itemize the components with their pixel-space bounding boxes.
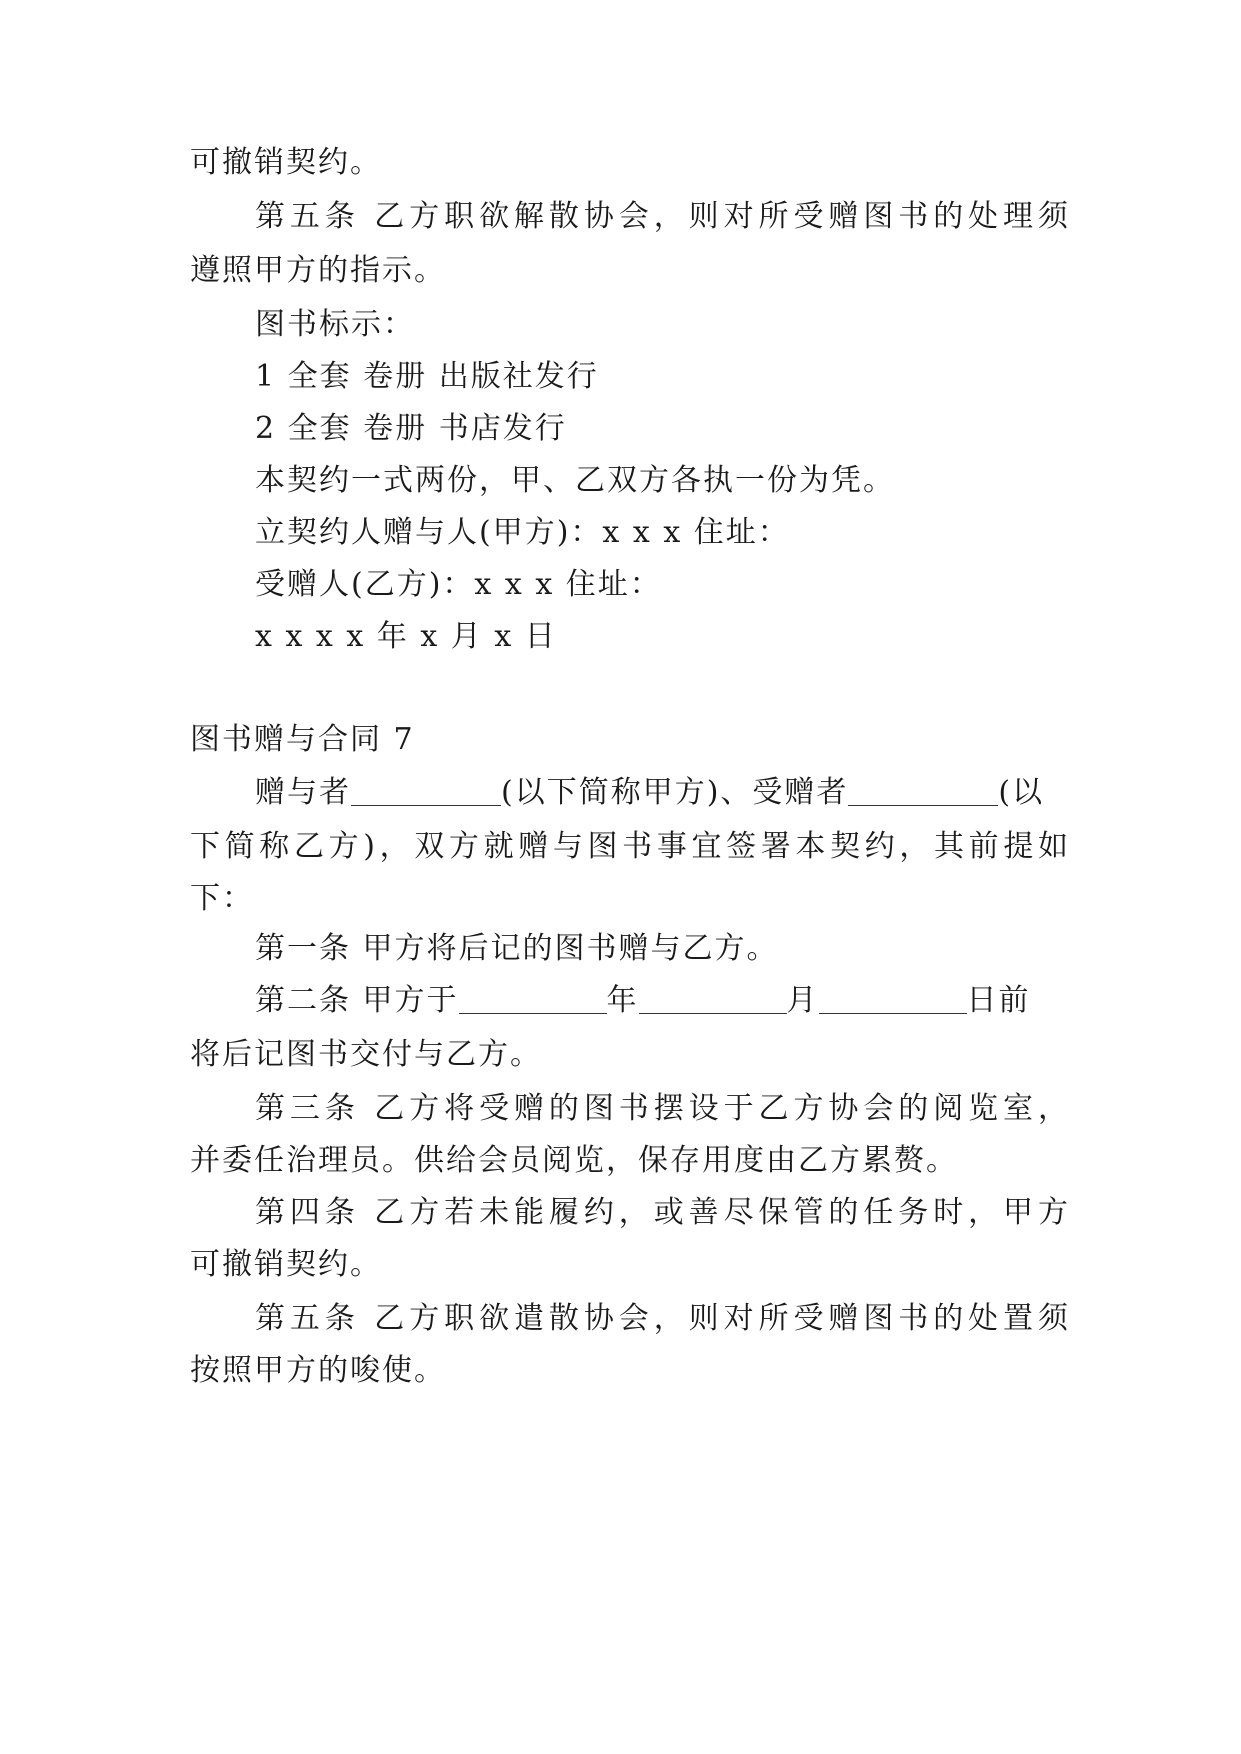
text-line: 下简称乙方)，双方就赠与图书事宜签署本契约，其前提如: [190, 829, 1070, 864]
text-span: (以下简称甲方)、受赠者: [501, 775, 849, 810]
date-line: x x x x 年 x 月 x 日: [255, 619, 557, 654]
text-span: (以: [998, 775, 1045, 810]
text-line: [255, 773, 1070, 813]
text-line: 将后记图书交付与乙方。: [190, 1037, 542, 1072]
fill-in-blank: [848, 777, 998, 806]
text-line: 第一条 甲方将后记的图书赠与乙方。: [255, 931, 779, 966]
text-line: 图书标示：: [255, 307, 415, 342]
text-line: 遵照甲方的指示。: [190, 253, 446, 288]
text-line: 立契约人赠与人(甲方)：x x x 住址：: [255, 515, 790, 550]
text-line: 可撤销契约。: [190, 1247, 382, 1282]
text-line: 受赠人(乙方)：x x x 住址：: [255, 567, 662, 602]
text-line: 下：: [190, 881, 254, 916]
fill-in-blank: [351, 777, 501, 806]
text-line: 第五条 乙方职欲解散协会，则对所受赠图书的处理须: [255, 199, 1070, 234]
text-span: 年: [606, 983, 639, 1018]
text-span: 赠与者: [255, 775, 351, 810]
fill-in-blank: [639, 985, 787, 1014]
text-line: [255, 981, 1070, 1021]
text-line: 第三条 乙方将受赠的图书摆设于乙方协会的阅览室，: [255, 1091, 1070, 1126]
text-line: 第五条 乙方职欲遣散协会，则对所受赠图书的处置须: [255, 1301, 1070, 1336]
text-line: 第四条 乙方若未能履约，或善尽保管的任务时，甲方: [255, 1195, 1070, 1230]
text-line: 按照甲方的唆使。: [190, 1353, 446, 1388]
text-line: 可撤销契约。: [190, 145, 382, 180]
text-line: 本契约一式两份，甲、乙双方各执一份为凭。: [255, 463, 895, 498]
text-span: 月: [786, 983, 819, 1018]
text-line: 2 全套 卷册 书店发行: [255, 411, 567, 446]
text-line: 并委任治理员。供给会员阅览，保存用度由乙方累赘。: [190, 1143, 958, 1178]
section-title: 图书赠与合同 7: [190, 722, 415, 757]
text-span: 日前: [966, 983, 1031, 1018]
text-line: 1 全套 卷册 出版社发行: [255, 359, 599, 394]
fill-in-blank: [459, 985, 607, 1014]
fill-in-blank: [819, 985, 967, 1014]
text-span: 第二条 甲方于: [255, 983, 459, 1018]
